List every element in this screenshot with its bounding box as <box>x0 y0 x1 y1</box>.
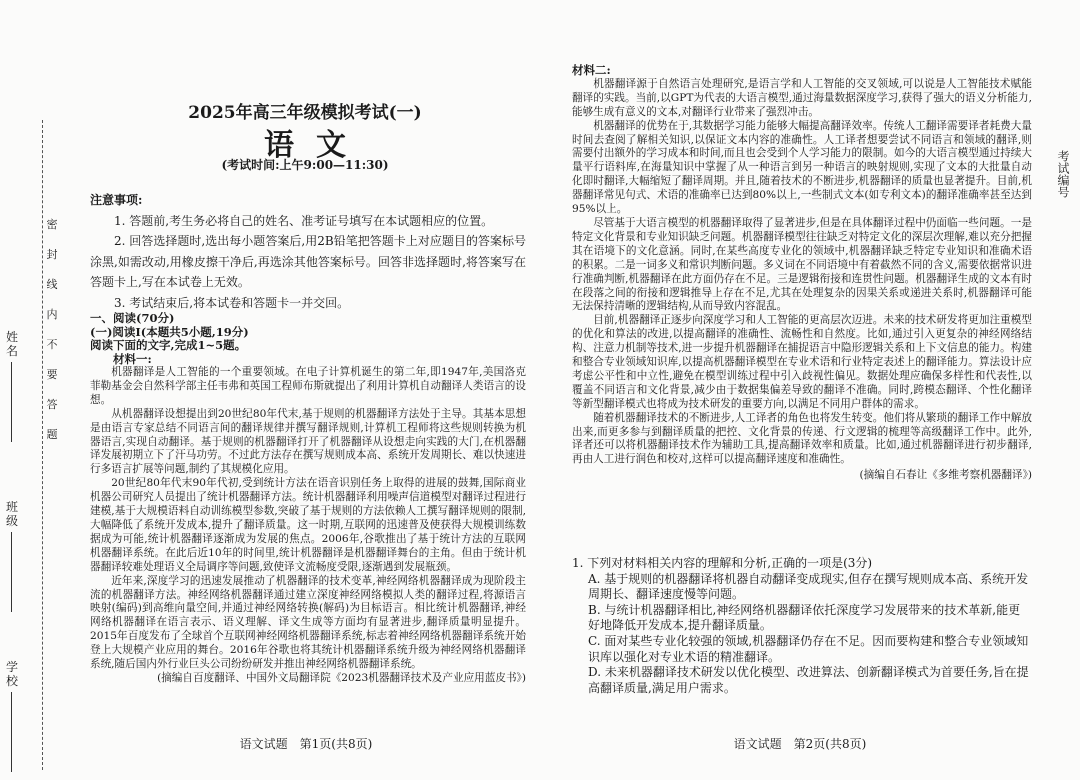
school-field-label: 学校 <box>5 660 18 688</box>
material-one-source: (摘编自百度翻译、中国外文局翻译院《2023机器翻译技术及产业应用蓝皮书》) <box>157 671 526 684</box>
material-one-label: 材料一: <box>113 351 152 366</box>
seal-char: 不 <box>46 338 58 351</box>
option-d[interactable]: D. 未来机器翻译技术研发以优化模型、改进算法、创新翻译模式为首要任务,旨在提高翻译质量,满足用户需求。 <box>588 665 1029 695</box>
paragraph: 近年来,深度学习的迅速发展推动了机器翻译的技术变革,神经网络机器翻译成为现阶段主流的机器翻译方法。神经网络机器翻译通过建立深度神经网络模拟人类的翻译过程,将源语言映射(编码)到高维向量空间,并通过神经网络转换(解码)为目标语言。相比统计机器翻译,神经网络机器翻译在语言表示、语义理解、译文生成等方面均有显著进步,翻译质量明显提升。2015年百度发布了全球首个互联网神经网络机器翻译系统,标志着神经网络机器翻译系统开始登上大规模产业应用的舞台。2016年谷歌也将其统计机器翻译系统升级为神经网络机器翻译系统,随后国内外行业巨头公司纷纷研发并推出神经网络机器翻译系统。 <box>90 574 526 671</box>
page-2 <box>560 0 1040 780</box>
paragraph: 尽管基于大语言模型的机器翻译取得了显著进步,但是在具体翻译过程中仍面临一些问题。一是特定文化背景和专业知识缺乏问题。机器翻译模型往往缺乏对特定文化的深层次理解,难以充分把握其在语境下的文化意涵。同时,在某些高度专业化的领域中,机器翻译缺乏特定专业知识和准确术语的积累。二是一词多义和常识判断问题。多义词在不同语境中有着截然不同的含义,需要依据常识进行准确判断,机器翻译在此方面仍存在不足。三是逻辑衔接和连贯性问题。机器翻译生成的文本有时在段落之间的衔接和逻辑推导上存在不足,尤其在处理复杂的因果关系或递进关系时,机器翻译可能无法保持清晰的逻辑结构,从而导致内容混乱。 <box>572 216 1032 313</box>
page-1 <box>66 0 544 780</box>
note-item: 3. 考试结束后,将本试卷和答题卡一并交回。 <box>114 295 350 310</box>
subject-title: 语文 <box>264 128 368 163</box>
paragraph: 机器翻译是人工智能的一个重要领域。在电子计算机诞生的第二年,即1947年,美国洛克菲勒基金会自然科学部主任韦弗和英国工程师布斯就提出了利用计算机自动翻译人类语言的设想。 <box>90 366 526 406</box>
question-1 <box>572 556 1032 696</box>
page-1-footer: 语文试题 第1页(共8页) <box>239 737 373 751</box>
paragraph: 20世纪80年代末90年代初,受到统计方法在语音识别任务上取得的进展的鼓舞,国际商业机器公司研究人员提出了统计机器翻译方法。统计机器翻译利用噪声信道模型对翻译过程进行建模,基于大规模语料自动训练模型参数,突破了基于规则的方法依赖人工撰写翻译规则的限制,大幅降低了系统开发成本,提升了翻译质量。这一时期,互联网的迅速普及使获得大规模训练数据成为可能,统计机器翻译逐渐成为发展的焦点。2006年,谷歌推出了基于统计方法的互联网机器翻译系统。在此后近10年的时间里,统计机器翻译是机器翻译舞台的主角。但由于统计机器翻译较难处理语义全局调序等问题,致使译文流畅度受限,逐渐遇到发展瓶颈。 <box>90 477 526 573</box>
school-field-blank[interactable] <box>11 692 13 772</box>
paragraph: 机器翻译的优势在于,其数据学习能力能够大幅提高翻译效率。传统人工翻译需要译者耗费大量时间去查阅了解相关知识,以保证文本内容的准确性。人工译者想要尝试不同语言和领域的翻译,则需要付出额外的学习成本和时间,而且也会受到个人学习能力的限制。如今的大语言模型通过持续大量平行语料库,在海量知识中掌握了从一种语言到另一种语言的映射规则,实现了文本的大批量自动化即时翻译,大幅缩短了翻译周期。并且,随着技术的不断进步,机器翻译的质量也显著提升。目前,机器翻译常见句式、术语的准确率已达到80%以上,一些制式文本(如专利文本)的翻译准确率甚至达到95%以上。 <box>572 119 1032 216</box>
seal-char: 封 <box>46 248 58 261</box>
binding-margin <box>0 0 62 780</box>
class-field[interactable] <box>4 500 20 616</box>
class-field-blank[interactable] <box>11 532 13 612</box>
seal-char: 题 <box>46 428 58 441</box>
exam-time: (考试时间:上午9:00—11:30) <box>221 158 389 172</box>
option-a[interactable]: A. 基于规则的机器翻译将机器自动翻译变成现实,但存在撰写规则成本高、系统开发周期长、翻译速度慢等问题。 <box>588 571 1029 602</box>
seal-char: 线 <box>46 278 58 291</box>
name-field[interactable] <box>4 330 20 446</box>
reading-instruction: 阅读下面的文字,完成1~5题。 <box>90 338 247 353</box>
note-item: 2. 回答选择题时,选出每小题答案后,用2B铅笔把答题卡上对应题目的答案标号涂黑,如需改动,用橡皮擦干净后,再选涂其他答案标号。回答非选择题时,将答案写在答题卡上,写在本试卷上无效。 <box>90 234 526 289</box>
paragraph: 随着机器翻译技术的不断进步,人工译者的角色也将发生转变。他们将从繁琐的翻译工作中解放出来,而更多参与到翻译质量的把控、文化背景的传递、行文逻辑的梳理等高级翻译工作中。此外,译者还可以将机器翻译技术作为辅助工具,提高翻译效率和质量。比如,通过机器翻译进行初步翻译,再由人工进行润色和校对,这样可以提高翻译速度和准确性。 <box>572 411 1032 466</box>
note-item: 1. 答题前,考生务必将自己的姓名、准考证号填写在本试题相应的位置。 <box>114 213 494 228</box>
exam-number-label: 考试编号 <box>1056 150 1070 198</box>
material-two-label: 材料二: <box>572 63 611 77</box>
name-field-blank[interactable] <box>11 362 13 442</box>
notes-heading: 注意事项: <box>90 193 143 207</box>
section-heading: 一、阅读(70分) <box>90 311 175 325</box>
page-2-footer: 语文试题 第2页(共8页) <box>733 737 867 751</box>
name-field-label: 姓名 <box>5 330 18 358</box>
material-two-text <box>572 64 1032 483</box>
subsection-heading: (一)阅读Ⅰ(本题共5小题,19分) <box>90 324 249 339</box>
material-one-text <box>90 366 526 686</box>
class-field-label: 班级 <box>5 500 18 528</box>
option-c[interactable]: C. 面对某些专业化较强的领域,机器翻译仍存在不足。因而要构建和整合专业领域知识库以强化对专业术语的精准翻译。 <box>588 633 1029 664</box>
paragraph: 从机器翻译设想提出到20世纪80年代末,基于规则的机器翻译方法处于主导。其基本思想是由语言专家总结不同语言间的翻译规律并撰写翻译规则,计算机工程师将这些规则转换为机器语言,实现自动翻译。基于规则的机器翻译打开了机器翻译从设想走向实践的大门,在机器翻译发展初期立下了汗马功劳。不过此方法存在撰写规则成本高、系统开发周期长、难以快速进行多语言扩展等问题,制约了其规模化应用。 <box>90 407 526 476</box>
question-stem: 1. 下列对材料相关内容的理解和分析,正确的一项是(3分) <box>572 556 873 570</box>
material-two-source: (摘编自石春让《多维考察机器翻译》) <box>859 469 1032 482</box>
school-field[interactable] <box>4 660 20 776</box>
seal-char: 答 <box>46 398 58 411</box>
paragraph: 目前,机器翻译正逐步向深度学习和人工智能的更高层次迈进。未来的技术研发将更加注重模型的优化和算法的改进,以提高翻译的准确性、流畅性和自然度。比如,通过引入更复杂的神经网络结构、注意力机制等技术,进一步提升机器翻译在捕捉语言中隐形逻辑关系和上下文信息的能力。构建和整合专业领域知识库,以提高机器翻译模型在专业术语和行业特定表述上的翻译能力。算法设计应考虑公平性和中立性,避免在模型训练过程中引入歧视性偏见。数据处理应确保多样性和代表性,以覆盖不同语言和文化背景,减少由于数据集偏差导致的翻译不准确。同时,跨模态翻译、个性化翻译等新型翻译模式也将成为技术研发的重要方向,以满足不同用户群体的需求。 <box>572 314 1032 410</box>
seal-dashed-line <box>42 120 43 770</box>
notes-block <box>90 190 526 313</box>
seal-char: 内 <box>46 308 58 321</box>
option-b[interactable]: B. 与统计机器翻译相比,神经网络机器翻译依托深度学习发展带来的技术革新,能更好地降低开发成本,提升翻译质量。 <box>588 602 1021 633</box>
seal-char: 要 <box>46 368 58 381</box>
exam-title: 2025年高三年级模拟考试(一) <box>188 103 422 123</box>
section-heading-block <box>90 312 526 366</box>
seal-char: 密 <box>46 218 58 231</box>
paragraph: 机器翻译源于自然语言处理研究,是语言学和人工智能的交叉领域,可以说是人工智能技术赋能翻译的实践。当前,以GPT为代表的大语言模型,通过海量数据深度学习,获得了强大的语义分析能力,能够生成有意义的文本,对翻译行业带来了强烈冲击。 <box>572 77 1032 118</box>
seal-line-text <box>46 210 58 450</box>
